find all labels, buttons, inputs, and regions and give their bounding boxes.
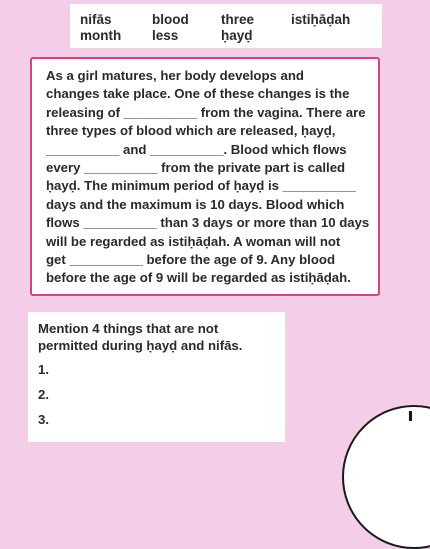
answer-number: 2.: [38, 387, 49, 402]
passage-line: three types of blood which are released, ḥayḍ,: [46, 123, 336, 139]
passage-line: days and the maximum is 10 days. Blood which: [46, 196, 345, 212]
passage-line: will be regarded as istiḥāḍah. A woman will not: [46, 233, 341, 249]
clock-decoration: [342, 405, 430, 549]
question-line: permitted during ḥayḍ and nifās.: [38, 338, 243, 353]
fill-in-passage-box: [30, 57, 380, 296]
answer-number: 1.: [38, 362, 49, 377]
word-bank-word: month: [80, 28, 122, 43]
passage-line: before the age of 9 will be regarded as istiḥāḍah.: [46, 270, 351, 286]
passage-line: flows __________ than 3 days or more than 10 days: [46, 215, 370, 231]
passage-line: get __________ before the age of 9. Any blood: [46, 252, 335, 268]
word-bank-word: three: [221, 12, 255, 27]
passage-line: releasing of __________ from the vagina. There are: [46, 104, 366, 120]
clock-tick-mark: [409, 411, 412, 421]
word-bank-word: less: [152, 28, 179, 43]
question-prompt: [38, 320, 283, 354]
passage-line: __________ and __________. Blood which flows: [46, 141, 347, 157]
passage-line: every __________ from the private part is called: [46, 160, 346, 176]
passage-line: changes take place. One of these changes is the: [46, 86, 350, 102]
word-bank-word: istiḥāḍah: [291, 12, 351, 27]
word-bank-word: blood: [152, 12, 189, 27]
word-bank-word: ḥayḍ: [221, 28, 253, 43]
word-bank: [70, 4, 382, 48]
question-line: Mention 4 things that are not: [38, 321, 219, 336]
passage-text: [46, 67, 374, 288]
word-bank-word: nifās: [80, 12, 112, 27]
passage-line: ḥayḍ. The minimum period of ḥayḍ is __________: [46, 178, 357, 194]
answer-number: 3.: [38, 412, 49, 427]
passage-line: As a girl matures, her body develops and: [46, 68, 304, 83]
question-panel: [28, 312, 285, 442]
